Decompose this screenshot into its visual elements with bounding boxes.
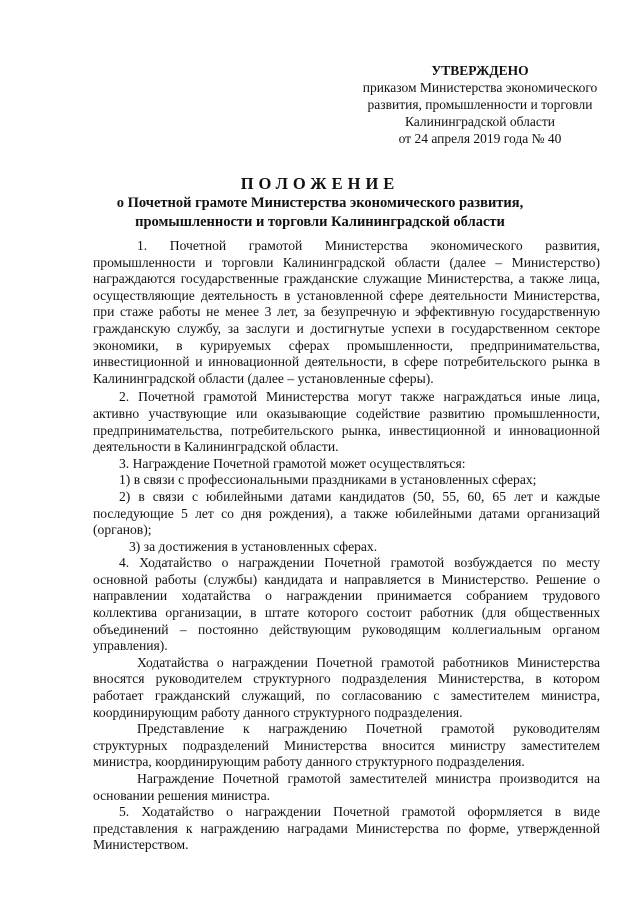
paragraph: 4. Ходатайство о награждении Почетной грамотой возбуждается по месту основной работы (службы) кандидата и направляется в Министерство. Решение о направлении ходатайства о награждении принимается собранием трудового коллектива организации, в штате которого состоит работник (для общественных объединений – постоянно действующим руководящим коллегиальным органом управления).: [93, 555, 600, 654]
paragraph: 3. Награждение Почетной грамотой может осуществляться:: [119, 455, 466, 471]
paragraph: Ходатайства о награждении Почетной грамотой работников Министерства вносятся руководителем структурного подразделения Министерства, в котором работает гражданский служащий, по согласованию с заместителем министра, координирующим работу данного структурного подразделения.: [93, 654, 600, 720]
approval-stamp: УТВЕРЖДЕНО: [431, 63, 529, 78]
list-item: 2) в связи с юбилейными датами кандидатов (50, 55, 60, 65 лет и каждые последующие 5 лет со дня рождения), а также юбилейными датами организаций (органов);: [93, 488, 600, 538]
paragraph: 1. Почетной грамотой Министерства экономического развития, промышленности и торговли Калининградской области (далее – Министерство) награждаются государственные гражданские служащие Министерства, а также лица, осуществляющие деятельность в установленной сфере деятельности Министерства, при стаже работы не менее 3 лет, за безупречную и эффективную государственную гражданскую службу, за заслуги и достигнутые успехи в государственном секторе экономики, в курируемых сферах промышленности, предпринимательства, инвестиционной и инновационной деятельности, в сфере потребительского рынка в Калининградской области (далее – установленные сферы).: [93, 238, 600, 386]
document-body: [93, 238, 600, 854]
document-subtitle: о Почетной грамоте Министерства экономического развития,: [116, 195, 524, 211]
approval-line: Калининградской области: [404, 114, 556, 129]
paragraph: Награждение Почетной грамотой заместителей министра производится на основании решения министра.: [93, 771, 600, 803]
document-heading: [90, 174, 550, 232]
paragraph: Представление к награждению Почетной грамотой руководителям структурных подразделений Министерства вносится министру заместителем министра, координирующим работу данного структурного подразделения.: [93, 721, 600, 770]
approval-line: приказом Министерства экономического: [362, 80, 598, 95]
paragraph: 5. Ходатайство о награждении Почетной грамотой оформляется в виде представления к награждению наградами Министерства по форме, утвержденной Министерством.: [93, 804, 600, 853]
list-item: 3) за достижения в установленных сферах.: [129, 538, 378, 554]
document-subtitle: промышленности и торговли Калининградской области: [135, 214, 505, 230]
approval-line: развития, промышленности и торговли: [367, 97, 593, 112]
document-title: ПОЛОЖЕНИЕ: [240, 174, 400, 193]
paragraph: 2. Почетной грамотой Министерства могут также награждаться иные лица, активно участвующие или оказывающие содействие развитию промышленности, предпринимательства, потребительского рынка, инвестиционной и инновационной деятельности в Калининградской области.: [93, 389, 600, 455]
list-item: 1) в связи с профессиональными праздниками в установленных сферах;: [119, 472, 537, 488]
approval-block: [360, 62, 600, 147]
approval-date: от 24 апреля 2019 года № 40: [398, 131, 562, 146]
